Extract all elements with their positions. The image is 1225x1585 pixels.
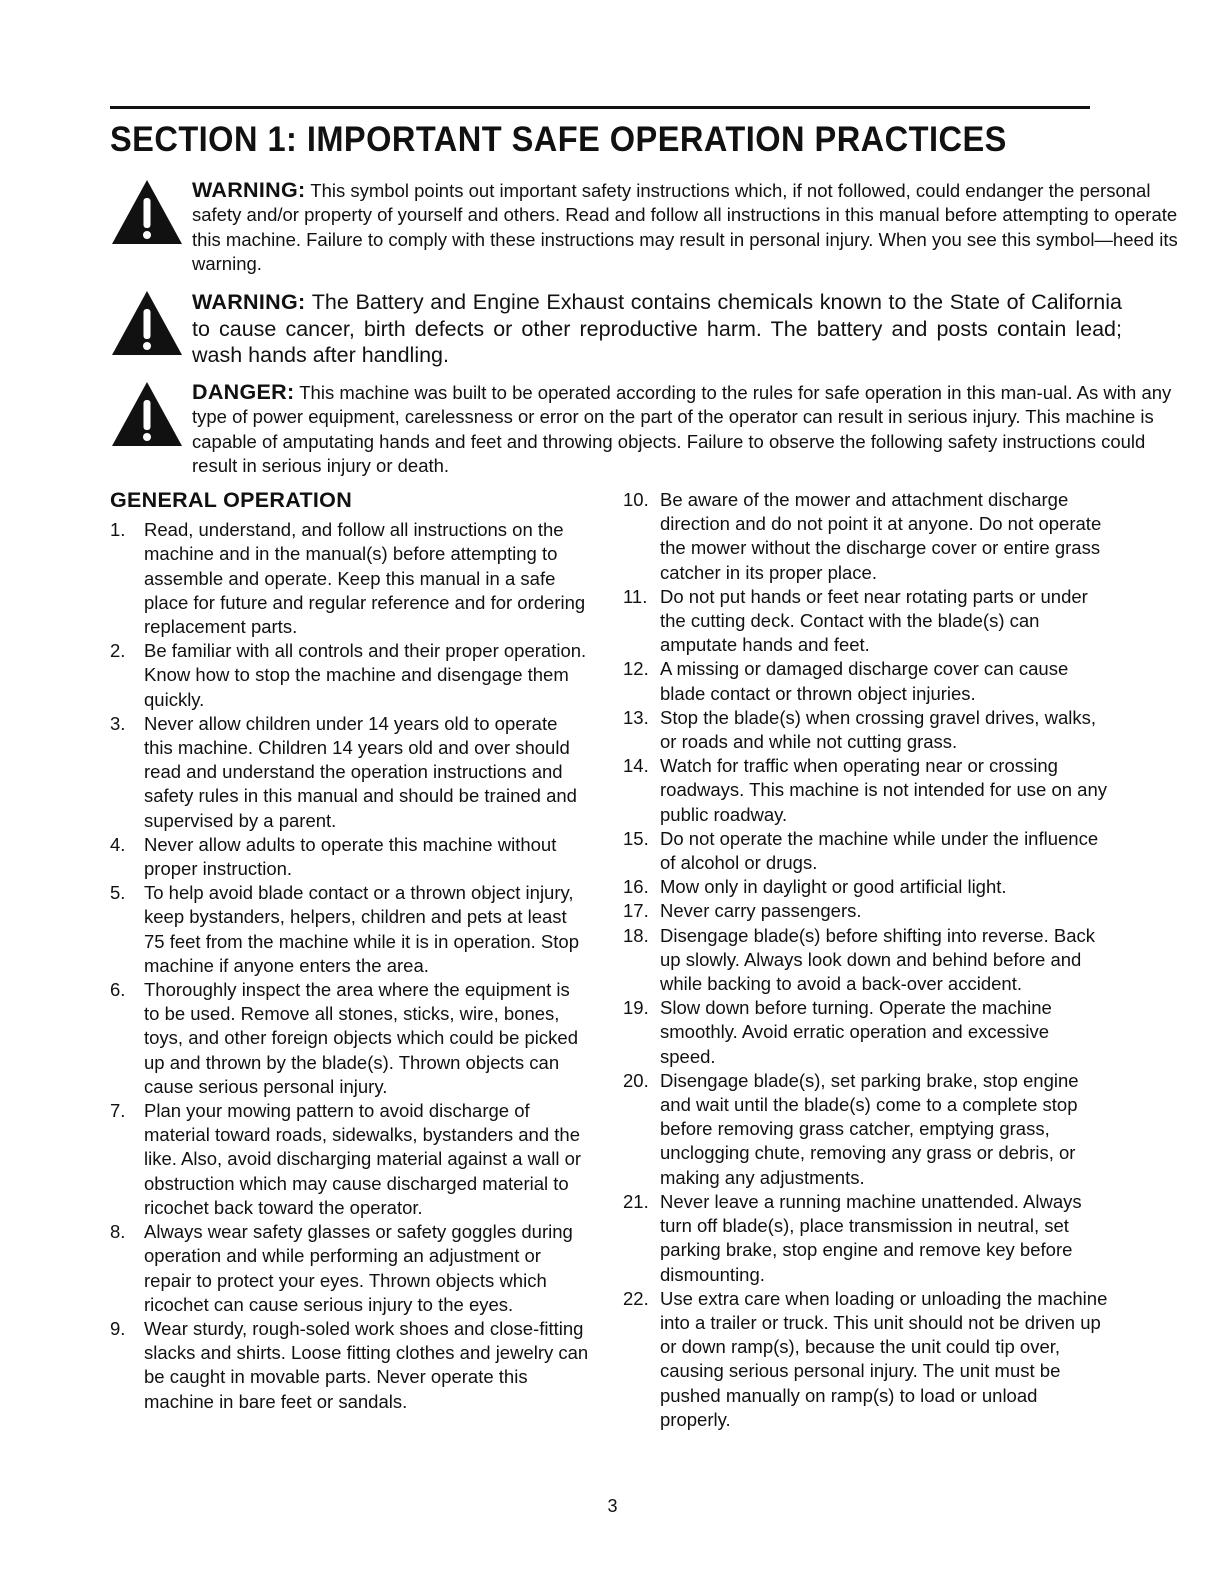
item-number: 21. <box>623 1190 649 1212</box>
item-number: 22. <box>623 1287 649 1309</box>
item-number: 10. <box>623 489 649 510</box>
item-number: 13. <box>623 706 649 728</box>
item-text: Always wear safety glasses or safety goggles during operation and while performing an adjustment or repair to protect your eyes. Thrown objects which ricochet can cause serious injury to the eyes. <box>144 1221 573 1315</box>
list-item <box>623 875 1108 899</box>
list-item <box>623 706 1108 754</box>
item-text: Be familiar with all controls and their proper operation. Know how to stop the machine and disengage them quickly. <box>144 640 587 710</box>
warning-body: The Battery and Engine Exhaust contains chemicals known to the State of California to cause cancer, birth defects or other reproductive harm. The battery and posts contain lead; wash hands after handling. <box>192 290 1122 367</box>
item-number: 17. <box>623 900 649 922</box>
item-number: 5. <box>110 882 126 904</box>
item-text: Disengage blade(s) before shifting into reverse. Back up slowly. Always look down and behind before and while backing to avoid a back-over accident. <box>660 924 1095 995</box>
list-item <box>623 1069 1108 1190</box>
item-number: 16. <box>623 876 649 898</box>
warning-keyword: WARNING: <box>192 290 306 314</box>
item-number: 4. <box>110 833 126 855</box>
item-text: Stop the blade(s) when crossing gravel drives, walks, or roads and while not cutting grass. <box>660 706 1096 753</box>
safety-list-right <box>623 488 1108 1432</box>
warning-text-2 <box>192 289 1122 369</box>
item-number: 2. <box>110 640 126 662</box>
list-item <box>110 1317 590 1414</box>
danger-keyword: DANGER: <box>192 380 295 404</box>
warning-triangle-icon <box>110 380 184 448</box>
item-number: 19. <box>623 997 649 1019</box>
list-item <box>623 488 1108 585</box>
list-item <box>623 899 1108 923</box>
list-item <box>110 833 590 881</box>
item-text: Disengage blade(s), set parking brake, stop engine and wait until the blade(s) come to a complete stop before removing grass catcher, emptying grass, unclogging chute, removing any grass or debris, or making any adjustments. <box>660 1069 1079 1188</box>
warning-keyword: WARNING: <box>192 178 306 202</box>
top-rule <box>110 106 1090 109</box>
item-number: 11. <box>623 585 648 607</box>
page-number: 3 <box>607 1496 618 1516</box>
item-text: Mow only in daylight or good artificial light. <box>660 876 1007 898</box>
list-item <box>623 1287 1108 1432</box>
item-number: 14. <box>623 755 649 777</box>
item-text: Be aware of the mower and attachment discharge direction and do not point it at anyone. Do not operate the mower without the discharge cover or entire grass catcher in its proper place. <box>660 489 1102 583</box>
item-text: To help avoid blade contact or a thrown object injury, keep bystanders, helpers, children and pets at least 75 feet from the machine while it is in operation. Stop machine if anyone enters the area. <box>144 882 579 976</box>
warning-triangle-icon <box>110 289 184 357</box>
item-number: 18. <box>623 924 649 946</box>
list-item <box>110 518 590 639</box>
item-text: Wear sturdy, rough-soled work shoes and close-fitting slacks and shirts. Loose fitting clothes and jewelry can be caught in movable parts. Never operate this machine in bare feet or sandals. <box>144 1317 589 1412</box>
item-number: 20. <box>623 1069 649 1091</box>
item-number: 12. <box>623 658 649 680</box>
item-text: Do not operate the machine while under the influence of alcohol or drugs. <box>660 827 1099 874</box>
item-number: 3. <box>110 712 126 734</box>
item-text: Thoroughly inspect the area where the equipment is to be used. Remove all stones, sticks, wire, bones, toys, and other foreign objects which could be picked up and thrown by the blade(s). Thrown objects can cause serious personal injury. <box>144 979 578 1097</box>
item-text: Do not put hands or feet near rotating parts or under the cutting deck. Contact with the blade(s) can amputate hands and feet. <box>660 585 1088 656</box>
item-text: Never allow children under 14 years old to operate this machine. Children 14 years old and over should read and understand the operation instructions and safety rules in this manual and should be trained and supervised by a parent. <box>144 712 577 831</box>
item-text: Never carry passengers. <box>660 900 862 922</box>
list-item <box>623 827 1108 875</box>
list-item <box>110 978 590 1099</box>
item-number: 9. <box>110 1317 126 1339</box>
item-text: Never allow adults to operate this machine without proper instruction. <box>144 833 557 880</box>
list-item <box>623 1190 1108 1287</box>
list-item <box>623 754 1108 827</box>
warning-triangle-icon <box>110 178 184 246</box>
item-number: 7. <box>110 1100 126 1122</box>
list-item <box>623 996 1108 1069</box>
list-item <box>110 881 590 978</box>
list-item <box>110 712 590 833</box>
item-text: Slow down before turning. Operate the machine smoothly. Avoid erratic operation and excessive speed. <box>660 997 1052 1067</box>
item-number: 1. <box>110 519 126 541</box>
list-item <box>110 1220 590 1317</box>
general-operation-heading: GENERAL OPERATION <box>110 488 353 512</box>
safety-list-left <box>110 518 590 1414</box>
item-text: Use extra care when loading or unloading the machine into a trailer or truck. This unit should not be driven up or down ramp(s), because the unit could tip over, causing serious personal injury. The unit must be pushed manually on ramp(s) to load or unload properly. <box>660 1287 1108 1430</box>
item-number: 6. <box>110 979 126 1001</box>
item-text: Never leave a running machine unattended. Always turn off blade(s), place transmission in neutral, set parking brake, stop engine and remove key before dismounting. <box>660 1190 1082 1285</box>
danger-body: This machine was built to be operated according to the rules for safe operation in this man-ual. As with any type of power equipment, carelessness or error on the part of the operator can result in serious injury. This machine is capable of amputating hands and feet and throwing objects. Failure to observe the following safety instructions could result in serious injury or death. <box>192 382 1172 476</box>
danger-text <box>192 380 1192 478</box>
item-number: 15. <box>623 827 649 849</box>
item-text: Read, understand, and follow all instructions on the machine and in the manual(s) before attempting to assemble and operate. Keep this manual in a safe place for future and regular reference and for ordering replacement parts. <box>144 519 586 638</box>
section-title: SECTION 1: IMPORTANT SAFE OPERATION PRACTICES <box>110 120 1007 159</box>
item-text: Watch for traffic when operating near or crossing roadways. This machine is not intended for use on any public roadway. <box>660 755 1107 825</box>
warning-body: This symbol points out important safety instructions which, if not followed, could endanger the personal safety and/or property of yourself and others. Read and follow all instructions in this manual before attempting to operate this machine. Failure to comply with these instructions may result in personal injury. When you see this symbol—heed its warning. <box>192 180 1178 274</box>
warning-text-1 <box>192 178 1192 276</box>
list-item <box>110 639 590 712</box>
list-item <box>623 585 1108 658</box>
list-item <box>110 1099 590 1220</box>
list-item <box>623 657 1108 705</box>
right-column <box>623 488 1108 1432</box>
left-column <box>110 488 590 1414</box>
item-text: Plan your mowing pattern to avoid discharge of material toward roads, sidewalks, bystanders and the like. Also, avoid discharging material against a wall or obstruction which may cause discharged material to ricochet back toward the operator. <box>144 1100 582 1218</box>
item-number: 8. <box>110 1221 126 1243</box>
item-text: A missing or damaged discharge cover can cause blade contact or thrown object injuries. <box>660 658 1069 704</box>
list-item <box>623 924 1108 997</box>
